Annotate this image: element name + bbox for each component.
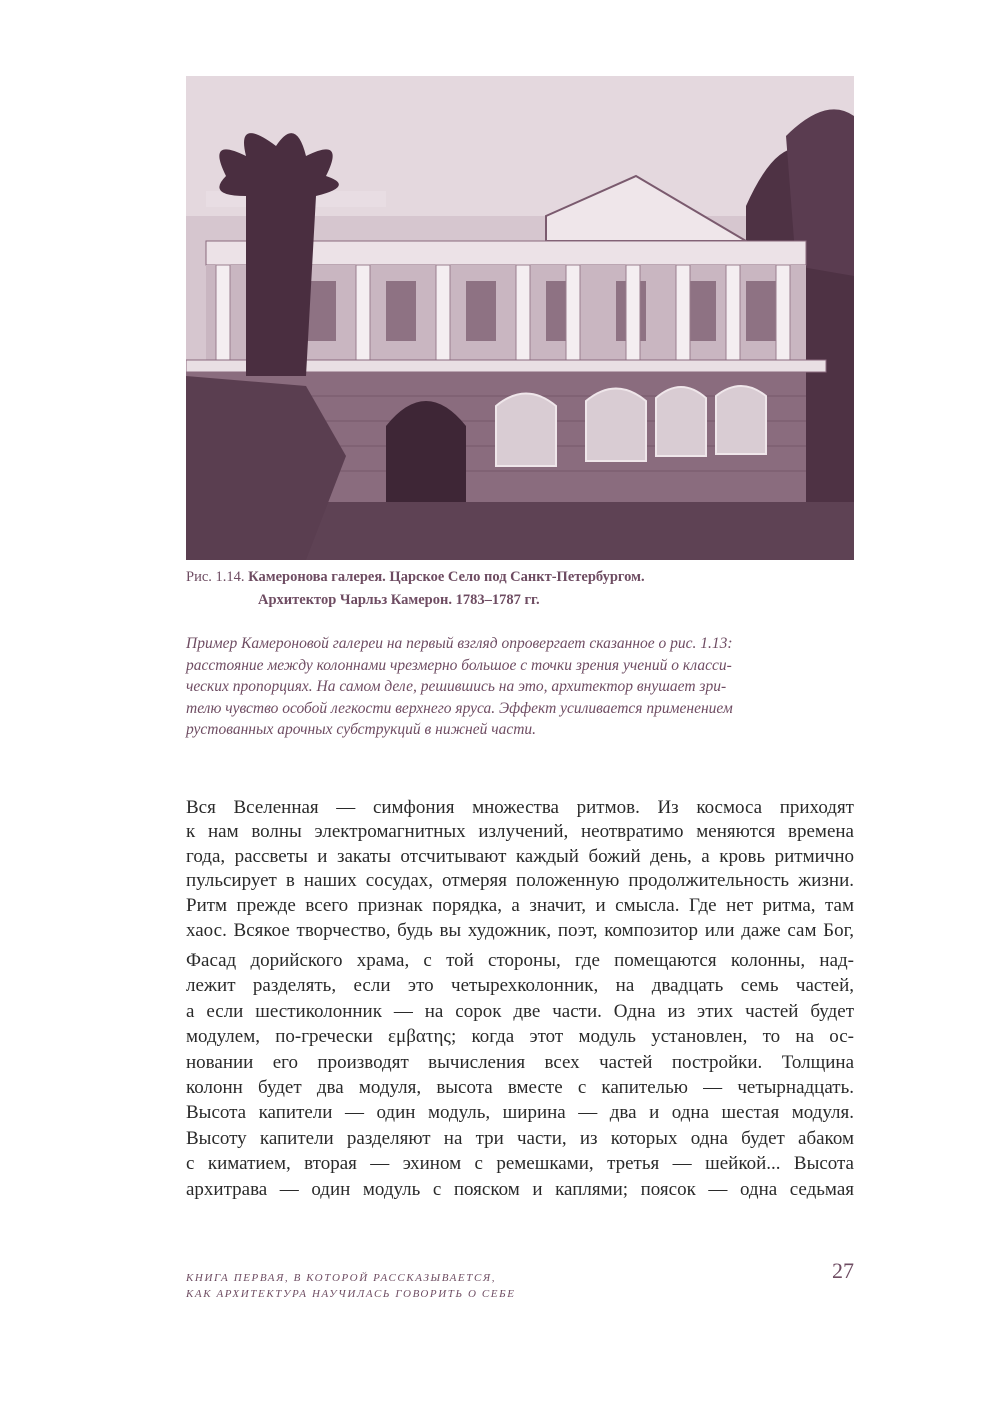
quote-line: архитрава — один модуль с пояском и каплями; поясок — одна седьмая bbox=[186, 1178, 854, 1200]
body-line: Ритм прежде всего признак порядка, а значит, и смысла. Где нет ритма, там bbox=[186, 894, 854, 916]
caption-author: Архитектор Чарльз Камерон. 1783–1787 гг. bbox=[258, 592, 540, 608]
quote-line: а если шестиколонник — на сорок две части. Одна из этих частей будет bbox=[186, 1000, 854, 1022]
quote-line: с киматием, вторая — эхином с ремешками, третья — шейкой... Высота bbox=[186, 1153, 854, 1175]
figure-caption bbox=[186, 566, 854, 612]
footer-line-2: КАК АРХИТЕКТУРА НАУЧИЛАСЬ ГОВОРИТЬ О СЕБЕ bbox=[186, 1288, 516, 1300]
note-line: ческих пропорциях. На самом деле, решившись на это, архитектор внушает зри- bbox=[186, 678, 727, 696]
caption-line-1 bbox=[186, 566, 854, 589]
caption-title: Камеронова галерея. Царское Село под Санкт-Петербургом. bbox=[248, 569, 645, 585]
quote-line: новании его производят вычисления всех частей постройки. Толщина bbox=[186, 1051, 854, 1073]
quote-line: колонн будет два модуля, высота вместе с капителью — четырнадцать. bbox=[186, 1077, 854, 1099]
quote-line: Фасад дорийского храма, с той стороны, где помещаются колонны, над- bbox=[186, 950, 854, 971]
body-line: Вся Вселенная — симфония множества ритмов. Из космоса приходят bbox=[186, 796, 854, 818]
note-line: расстояние между колоннами чрезмерно большое с точки зрения учений о класси- bbox=[186, 656, 732, 674]
quote-line: Высота капители — один модуль, ширина — два и одна шестая модуля. bbox=[186, 1102, 854, 1124]
note-line: Пример Камероновой галереи на первый взгляд опровергает сказанное о рис. 1.13: bbox=[186, 635, 733, 652]
caption-line-2 bbox=[186, 589, 854, 612]
note-line: телю чувство особой легкости верхнего яруса. Эффект усиливается применением bbox=[186, 699, 733, 717]
quote-line: лежит разделять, если это четырехколонник, на двадцать семь частей, bbox=[186, 975, 854, 997]
caption-prefix: Рис. 1.14. bbox=[186, 569, 245, 585]
body-line: хаос. Всякое творчество, будь вы художник, поэт, композитор или даже сам Бог, bbox=[186, 919, 854, 941]
footer-line-1: КНИГА ПЕРВАЯ, В КОТОРОЙ РАССКАЗЫВАЕТСЯ, bbox=[186, 1272, 497, 1284]
body-line: года, рассветы и закаты отсчитывают каждый божий день, а кровь ритмично bbox=[186, 845, 854, 867]
gallery-photo-illustration bbox=[186, 76, 854, 560]
page-number: 27 bbox=[832, 1258, 854, 1283]
body-line: пульсирует в наших сосудах, отмеряя положенную продолжительность жизни. bbox=[186, 870, 854, 892]
body-line: к нам волны электромагнитных излучений, неотвратимо меняются времена bbox=[186, 821, 854, 843]
note-line: рустованных арочных субструкций в нижней части. bbox=[186, 721, 537, 739]
figure-photo bbox=[186, 76, 854, 560]
running-footer bbox=[186, 1270, 686, 1302]
body-paragraph bbox=[186, 771, 854, 943]
quote-line: Высоту капители разделяют на три части, из которых одна будет абаком bbox=[186, 1127, 854, 1149]
quote-line: модулем, по-гречески εμβατης; когда этот модуль установлен, то на ос- bbox=[186, 1026, 854, 1048]
figure-note bbox=[186, 633, 854, 741]
vitruvius-quote bbox=[186, 948, 854, 1202]
